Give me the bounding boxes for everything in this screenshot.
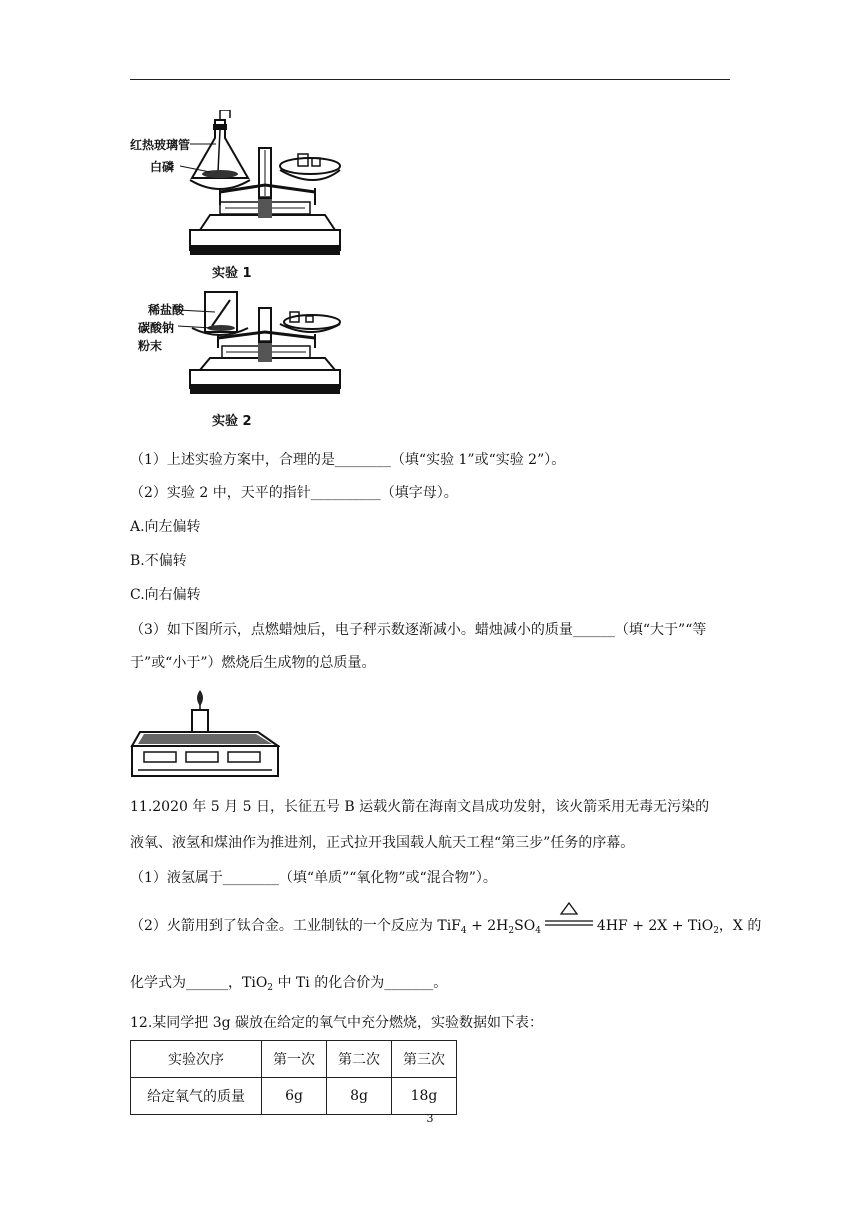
- oxygen-data-table: [130, 1040, 457, 1115]
- q11-formula-blank: 化学式为______，: [130, 975, 242, 991]
- equation-h-subscript: 2: [508, 926, 515, 936]
- equation-so-subscript: 4: [535, 926, 541, 936]
- callout-white-phosphorus: 白磷: [150, 160, 175, 174]
- experiment-2-label: 实验 2: [212, 414, 252, 429]
- equation-products: 4HF + 2X + TiO: [596, 918, 714, 934]
- table-row: [131, 1078, 457, 1115]
- q10-part2: （2）实验 2 中，天平的指针__________（填字母）。: [130, 485, 458, 501]
- heat-condition-sign: [543, 916, 595, 936]
- callout-powder: 粉末: [138, 339, 163, 353]
- table-header-cell: 第一次: [262, 1041, 327, 1078]
- candle-scale-figure: [130, 684, 280, 780]
- q11-part2-suffix: ，X 的: [718, 918, 762, 934]
- table-cell: 6g: [262, 1078, 327, 1115]
- q11-stem-line1: 11.2020 年 5 月 5 日，长征五号 B 运载火箭在海南文昌成功发射，该火箭采用无毒无污染的: [130, 799, 710, 815]
- q10-option-c: C.向右偏转: [130, 587, 201, 603]
- equation-plus-h: + 2H: [466, 918, 509, 934]
- table-header-cell: 第二次: [327, 1041, 392, 1078]
- table-header-cell: 第三次: [392, 1041, 457, 1078]
- callout-red-hot-tube: 红热玻璃管: [130, 138, 191, 152]
- q11-valence-blank: 中 Ti 的化合价为_______。: [273, 975, 448, 991]
- callout-dilute-hcl: 稀盐酸: [148, 303, 185, 317]
- tio2-subscript: 2: [267, 983, 274, 993]
- experiment-1-label: 实验 1: [212, 266, 252, 281]
- q10-option-b: B.不偏转: [130, 553, 187, 569]
- table-header-cell: 实验次序: [131, 1041, 262, 1078]
- q11-part2-line1: [130, 916, 761, 936]
- q10-part3-line1: （3）如下图所示，点燃蜡烛后，电子秤示数逐渐减小。蜡烛减小的质量______（填“大于”“等: [130, 622, 707, 638]
- equation-tio-subscript: 2: [713, 926, 719, 936]
- q10-option-a: A.向左偏转: [130, 519, 201, 535]
- table-header-row: [131, 1041, 457, 1078]
- q10-part1: （1）上述实验方案中，合理的是________（填“实验 1”或“实验 2”）。: [130, 452, 566, 468]
- table-cell: 8g: [327, 1078, 392, 1115]
- table-cell: 给定氧气的质量: [131, 1078, 262, 1115]
- q10-part3-line2: 于”或“小于”）燃烧后生成物的总质量。: [130, 655, 376, 671]
- equation-so: SO: [514, 918, 536, 934]
- equation-tif-subscript: 4: [460, 926, 467, 936]
- equation-tif: TiF: [437, 918, 461, 934]
- q12-stem: 12.某同学把 3g 碳放在给定的氧气中充分燃烧，实验数据如下表：: [130, 1015, 544, 1031]
- q11-part2-line2: [130, 973, 447, 993]
- page-number: 3: [426, 1112, 434, 1125]
- q11-part2-prefix: （2）火箭用到了钛合金。工业制钛的一个反应为: [130, 918, 438, 934]
- table-cell: 18g: [392, 1078, 457, 1115]
- q11-part1: （1）液氢属于________（填“单质”“氧化物”或“混合物”）。: [130, 870, 497, 886]
- header-rule: [130, 79, 730, 80]
- q11-stem-line2: 液氧、液氢和煤油作为推进剂，正式拉开我国载人航天工程“第三步”任务的序幕。: [130, 835, 635, 851]
- tio2-formula: TiO: [242, 975, 268, 991]
- callout-sodium-carbonate: 碳酸钠: [138, 321, 175, 335]
